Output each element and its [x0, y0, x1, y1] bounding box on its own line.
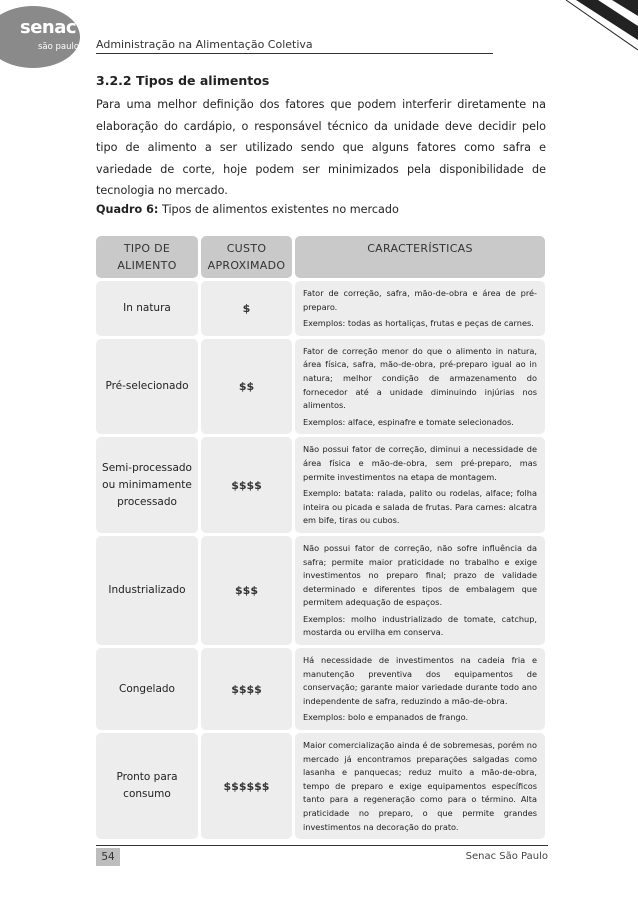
- header-custo: CUSTO APROXIMADO: [201, 236, 292, 278]
- header-title: Administração na Alimentação Coletiva: [96, 38, 313, 51]
- row-caracteristicas: [295, 437, 545, 533]
- table-row: [96, 733, 548, 839]
- row-tipo: Pré-selecionado: [96, 339, 198, 435]
- row-caracteristicas: [295, 339, 545, 435]
- table-row: [96, 437, 548, 533]
- row-tipo: Congelado: [96, 648, 198, 730]
- row-tipo: Semi-processado ou minimamente processado: [96, 437, 198, 533]
- senac-logo: [0, 6, 80, 68]
- caption-label: Quadro 6:: [96, 203, 159, 216]
- row-custo: $$: [201, 339, 292, 435]
- row-description: Não possui fator de correção, não sofre influência da safra; permite maior praticidade no trabalho e exige investimentos no preparo final; prazo de validade determinado e diferentes tipos de embalagem que permitem adequação de espaços.: [303, 542, 537, 608]
- table-row: [96, 281, 548, 336]
- intro-paragraph: Para uma melhor definição dos fatores que podem interferir diretamente na elaboração do cardápio, o responsável técnico da unidade deve decidir pelo tipo de alimento a ser utilizado sendo que alguns fatores como safra e variedade de corte, hoje podem ser minimizados pela disponibilidade de tecnologia no mercado.: [96, 98, 546, 197]
- page-number: 54: [96, 848, 120, 866]
- row-custo: $$$$: [201, 648, 292, 730]
- row-description: Não possui fator de correção, diminui a necessidade de área física e mão-de-obra, sem pré-preparo, mas permite investimentos na etapa de montagem.: [303, 444, 537, 482]
- row-custo: $$$$$$: [201, 733, 292, 839]
- row-description: Há necessidade de investimentos na cadeia fria e manutenção preventiva dos equipamentos de conservação; garante maior variedade durante todo ano independente de safra, reduzindo a mão-de-obra.: [303, 655, 537, 706]
- row-examples: Exemplo: batata: ralada, palito ou rodelas, alface; folha inteira ou picada e salada de frutas. Para carnes: alcatra em bife, tiras ou cubos.: [303, 488, 537, 526]
- footer-publisher: Senac São Paulo: [465, 851, 548, 862]
- food-types-table: [96, 236, 548, 842]
- row-examples: Exemplos: todas as hortaliças, frutas e peças de carnes.: [303, 318, 534, 329]
- row-caracteristicas: [295, 536, 545, 645]
- row-description: Fator de correção, safra, mão-de-obra e área de pré-preparo.: [303, 288, 537, 312]
- row-examples: Exemplos: alface, espinafre e tomate selecionados.: [303, 416, 514, 427]
- section-title: 3.2.2 Tipos de alimentos: [96, 73, 270, 88]
- row-caracteristicas: [295, 648, 545, 730]
- row-examples: Exemplos: molho industrializado de tomate, catchup, mostarda ou ervilha em conserva.: [303, 613, 537, 638]
- row-caracteristicas: [295, 733, 545, 839]
- row-description: Maior comercialização ainda é de sobremesas, porém no mercado já encontramos preparações salgadas como lasanha e panquecas; reduz muito a mão-de-obra, tempo de preparo e exige equipamentos específicos tanto para a regeneração como para o término. Alta praticidade no preparo, o que permite grandes investimentos na decoração do prato.: [303, 740, 537, 832]
- row-caracteristicas: [295, 281, 545, 336]
- row-description: Fator de correção menor do que o alimento in natura, área física, safra, mão-de-obra, pré-preparo igual ao in natura; melhor condição de armazenamento do fornecedor até a unidade diminuindo injúrias nos alimentos.: [303, 345, 537, 411]
- row-custo: $$$$: [201, 437, 292, 533]
- row-custo: $: [201, 281, 292, 336]
- header-tipo: TIPO DE ALIMENTO: [96, 236, 198, 278]
- table-header-row: [96, 236, 548, 278]
- row-tipo: Industrializado: [96, 536, 198, 645]
- footer-rule: [96, 845, 548, 846]
- table-row: [96, 648, 548, 730]
- table-caption: [96, 203, 399, 216]
- logo-sub: são paulo: [38, 42, 80, 52]
- corner-stripes-decoration: [546, 0, 638, 58]
- row-examples: Exemplos: bolo e empanados de frango.: [303, 712, 469, 723]
- row-tipo: In natura: [96, 281, 198, 336]
- logo-brand: senac: [20, 17, 77, 38]
- row-custo: $$$: [201, 536, 292, 645]
- caption-text: Tipos de alimentos existentes no mercado: [161, 203, 399, 216]
- row-tipo: Pronto para consumo: [96, 733, 198, 839]
- table-row: [96, 536, 548, 645]
- header-rule: [96, 53, 493, 54]
- header-caracteristicas: CARACTERÍSTICAS: [295, 236, 545, 278]
- table-row: [96, 339, 548, 435]
